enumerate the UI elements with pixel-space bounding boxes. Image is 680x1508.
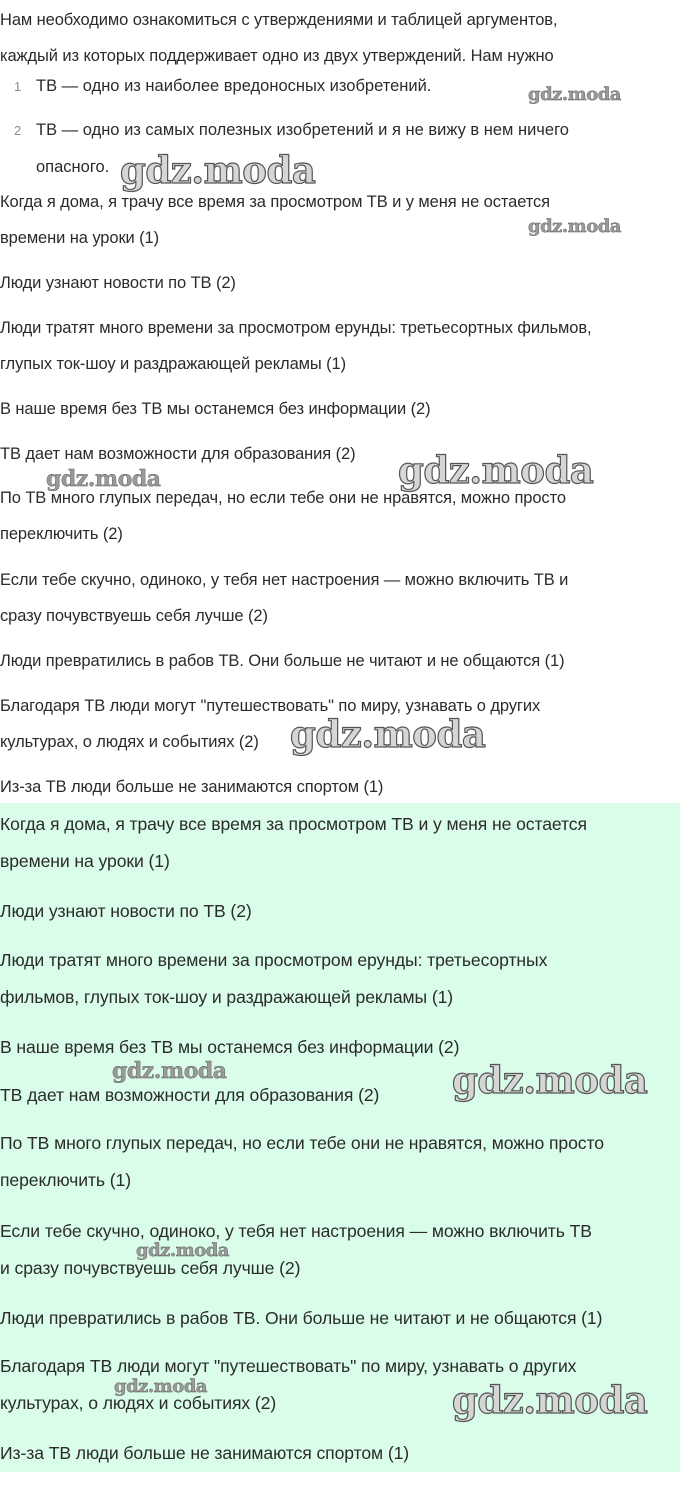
argument-item <box>0 562 568 634</box>
argument-item <box>0 436 355 472</box>
answer-line: Из-за ТВ люди больше не занимаются спортом (1) <box>0 1443 410 1463</box>
list-number: 2 <box>14 123 22 138</box>
watermark: gdz.moda <box>114 1376 207 1397</box>
answer-item <box>0 1300 602 1337</box>
watermark: gdz.moda <box>452 1058 648 1102</box>
answer-line: Люди тратят много времени за просмотром ерунды: третьесортных <box>0 950 548 970</box>
argument-line: Люди тратят много времени за просмотром ерунды: третьесортных фильмов, <box>0 319 592 337</box>
answer-item <box>0 1029 459 1066</box>
argument-line: Люди узнают новости по ТВ (2) <box>0 274 236 292</box>
watermark: gdz.moda <box>528 84 621 105</box>
argument-line: Из-за ТВ люди больше не занимаются спортом (1) <box>0 778 384 796</box>
argument-line: В наше время без ТВ мы останемся без информации (2) <box>0 400 431 418</box>
answer-line: культурах, о людях и событиях (2) <box>0 1393 277 1413</box>
answer-item <box>0 1125 604 1199</box>
watermark: gdz.moda <box>290 712 486 756</box>
statement-text: ТВ — одно из самых полезных изобретений и я не вижу в нем ничего <box>36 121 569 139</box>
argument-item <box>0 688 540 760</box>
answer-item <box>0 1077 379 1114</box>
argument-item <box>0 480 566 552</box>
argument-line: ТВ дает нам возможности для образования (2) <box>0 445 356 463</box>
answer-line: Люди превратились в рабов ТВ. Они больше не читают и не общаются (1) <box>0 1308 603 1328</box>
answer-item <box>0 1213 592 1287</box>
answer-item <box>0 893 252 930</box>
argument-line: По ТВ много глупых передач, но если тебе они не нравятся, можно просто <box>0 489 566 507</box>
answer-line: В наше время без ТВ мы останемся без информации (2) <box>0 1037 460 1057</box>
argument-line: культурах, о людях и событиях (2) <box>0 733 259 751</box>
watermark: gdz.moda <box>136 1240 229 1261</box>
watermark: gdz.moda <box>112 1058 227 1084</box>
argument-item <box>0 643 565 679</box>
statement-item-2 <box>0 112 569 185</box>
list-number: 1 <box>14 79 22 94</box>
argument-line: Когда я дома, я трачу все время за просмотром ТВ и у меня не остается <box>0 193 550 211</box>
argument-line: Люди превратились в рабов ТВ. Они больше не читают и не общаются (1) <box>0 652 565 670</box>
answer-line: По ТВ много глупых передач, но если тебе они не нравятся, можно просто <box>0 1133 604 1153</box>
answer-item <box>0 1348 576 1422</box>
watermark: gdz.moda <box>528 216 621 237</box>
answer-line: фильмов, глупых ток-шоу и раздражающей рекламы (1) <box>0 987 454 1007</box>
argument-line: времени на уроки (1) <box>0 229 160 247</box>
answer-line: Благодаря ТВ люди могут "путешествовать" по миру, узнавать о других <box>0 1356 577 1376</box>
intro-line: каждый из которых поддерживает одно из двух утверждений. Нам нужно <box>0 47 554 65</box>
argument-item <box>0 184 550 256</box>
answer-item <box>0 1435 409 1472</box>
watermark: gdz.moda <box>398 448 594 492</box>
argument-item <box>0 769 383 805</box>
argument-line: Благодаря ТВ люди могут "путешествовать" по миру, узнавать о других <box>0 697 541 715</box>
argument-line: глупых ток-шоу и раздражающей рекламы (1) <box>0 355 347 373</box>
argument-line: сразу почувствуешь себя лучше (2) <box>0 607 268 625</box>
argument-item <box>0 391 430 427</box>
statement-item-1 <box>0 68 431 105</box>
statement-text: ТВ — одно из наиболее вредоносных изобретений. <box>36 77 432 95</box>
answer-line: ТВ дает нам возможности для образования (2) <box>0 1085 380 1105</box>
argument-line: переключить (2) <box>0 525 123 543</box>
answer-line: переключить (1) <box>0 1170 131 1190</box>
argument-line: Если тебе скучно, одиноко, у тебя нет настроения — можно включить ТВ и <box>0 571 569 589</box>
intro-line: Нам необходимо ознакомиться с утверждениями и таблицей аргументов, <box>0 11 558 29</box>
answer-line: и сразу почувствуешь себя лучше (2) <box>0 1258 301 1278</box>
answer-item <box>0 806 587 880</box>
statement-text: опасного. <box>36 158 110 176</box>
intro-paragraph <box>0 2 557 74</box>
answer-line: Люди узнают новости по ТВ (2) <box>0 901 252 921</box>
watermark: gdz.moda <box>452 1378 648 1422</box>
argument-item <box>0 265 236 301</box>
answer-line: Если тебе скучно, одиноко, у тебя нет настроения — можно включить ТВ <box>0 1221 592 1241</box>
answer-line: Когда я дома, я трачу все время за просмотром ТВ и у меня не остается <box>0 814 587 834</box>
answer-line: времени на уроки (1) <box>0 851 170 871</box>
argument-item <box>0 310 591 382</box>
watermark: gdz.moda <box>46 466 161 492</box>
answer-item <box>0 942 547 1016</box>
watermark: gdz.moda <box>120 148 316 192</box>
